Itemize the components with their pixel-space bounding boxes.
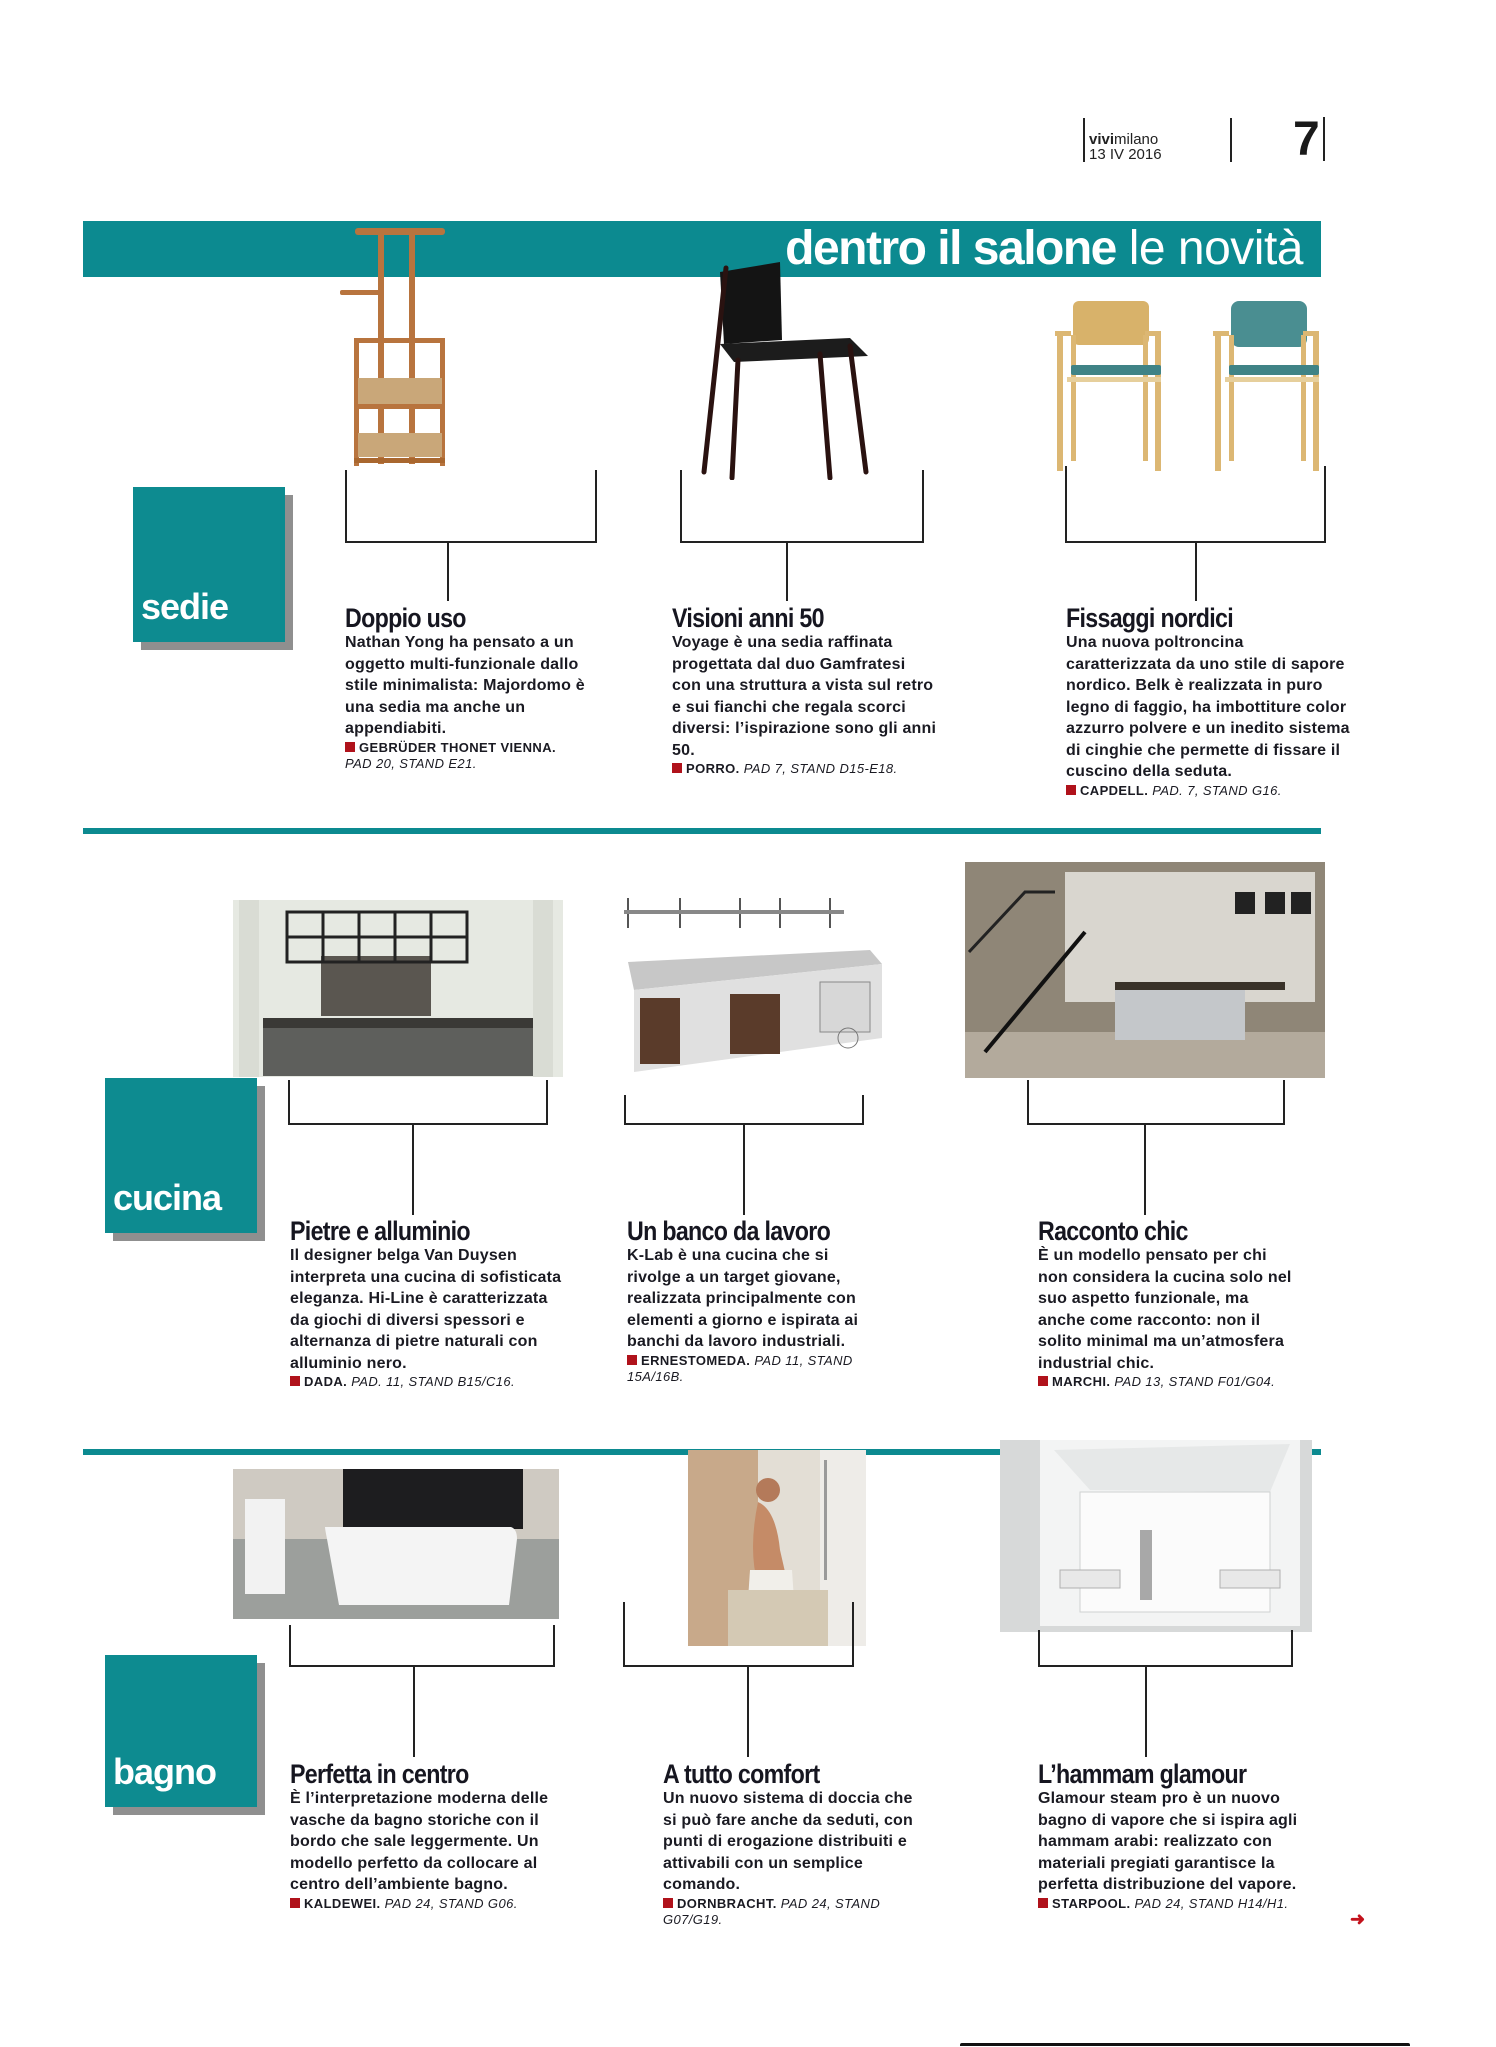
page-number-rule bbox=[1323, 117, 1325, 161]
article-fissaggi-nordici bbox=[1066, 604, 1351, 799]
article-credit bbox=[1038, 1374, 1300, 1390]
product-image-valet-chair bbox=[340, 228, 460, 480]
valet-chair-illustration bbox=[340, 228, 460, 480]
credit-square-icon bbox=[672, 763, 682, 773]
article-body: Una nuova poltroncina caratterizzata da uno stile di sapore nordico. Belk è realizzata in puro legno di faggio, ha imbottiture color azzurro polvere e un inedito sistema di cinghie che permette di fissare il cuscino della seduta. bbox=[1066, 634, 1350, 780]
credit-brand: KALDEWEI. bbox=[304, 1895, 381, 1911]
brand-bold: vivi bbox=[1089, 131, 1115, 148]
article-racconto-chic bbox=[1038, 1217, 1300, 1390]
article-title: Doppio uso bbox=[345, 603, 466, 633]
credit-stand: PAD 24, STAND H14/H1. bbox=[1134, 1895, 1289, 1911]
article-body: Nathan Yong ha pensato a un oggetto multi-funzionale dallo stile minimalista: Majordomo è una sedia ma anche un appendiabiti. bbox=[345, 634, 585, 737]
credit-brand: DORNBRACHT. bbox=[677, 1895, 777, 1911]
article-credit bbox=[672, 761, 937, 777]
article-visioni-anni-50 bbox=[672, 604, 937, 777]
issue-date: 13 IV 2016 bbox=[1089, 146, 1162, 163]
article-perfetta-in-centro bbox=[290, 1760, 580, 1912]
bracket-connector bbox=[1027, 1080, 1285, 1125]
kitchen-industrial-chic-illustration bbox=[965, 862, 1325, 1078]
credit-stand: PAD 13, STAND F01/G04. bbox=[1114, 1374, 1276, 1389]
bracket-connector bbox=[289, 1625, 555, 1667]
credit-square-icon bbox=[1038, 1376, 1048, 1386]
category-box-cucina bbox=[105, 1078, 257, 1233]
article-title: A tutto comfort bbox=[663, 1759, 820, 1789]
article-pietre-e-alluminio bbox=[290, 1217, 570, 1390]
article-title: Fissaggi nordici bbox=[1066, 603, 1234, 633]
article-title: L’hammam glamour bbox=[1038, 1759, 1247, 1789]
bracket-stem bbox=[447, 543, 449, 601]
article-title: Perfetta in centro bbox=[290, 1759, 469, 1789]
credit-stand: PAD 24, STAND G06. bbox=[384, 1895, 518, 1911]
bracket-connector bbox=[288, 1080, 548, 1125]
bracket-stem bbox=[413, 1667, 415, 1757]
article-body: È un modello pensato per chi non considera la cucina solo nel suo aspetto funzionale, ma anche come racconto: non il solito minimal ma un’atmosfera industrial chic. bbox=[1038, 1247, 1292, 1372]
credit-stand: PAD. 11, STAND B15/C16. bbox=[351, 1374, 516, 1389]
credit-brand: MARCHI. bbox=[1052, 1374, 1111, 1389]
article-credit bbox=[627, 1353, 882, 1385]
credit-stand: PAD 24, STAND G07/G19. bbox=[663, 1895, 881, 1927]
bracket-stem bbox=[1145, 1667, 1147, 1757]
product-image-nordic-armchairs bbox=[1015, 295, 1345, 475]
product-image-black-chair bbox=[690, 262, 880, 480]
credit-square-icon bbox=[345, 742, 355, 752]
category-label: cucina bbox=[113, 1177, 222, 1218]
article-doppio-uso bbox=[345, 604, 585, 772]
credit-square-icon bbox=[1038, 1898, 1048, 1908]
title-light: le novità bbox=[1128, 222, 1303, 275]
credit-stand: PAD 20, STAND E21. bbox=[345, 755, 477, 771]
article-credit bbox=[290, 1896, 580, 1912]
article-credit bbox=[345, 740, 585, 772]
article-credit bbox=[663, 1896, 918, 1928]
bracket-stem bbox=[747, 1667, 749, 1757]
nordic-armchairs-illustration bbox=[1015, 295, 1345, 475]
article-credit bbox=[290, 1374, 570, 1390]
article-body: Il designer belga Van Duysen interpreta una cucina di sofisticata eleganza. Hi-Line è caratterizzata da giochi di diversi spessori e alternanza di pietre naturali con alluminio nero. bbox=[290, 1247, 562, 1372]
black-chair-illustration bbox=[690, 262, 880, 480]
product-image-kitchen-k-lab bbox=[620, 898, 890, 1098]
bracket-connector bbox=[1038, 1630, 1293, 1667]
credit-square-icon bbox=[627, 1355, 637, 1365]
article-credit bbox=[1066, 783, 1351, 799]
credit-brand: STARPOOL. bbox=[1052, 1895, 1131, 1911]
credit-brand: CAPDELL. bbox=[1080, 782, 1149, 798]
bracket-connector bbox=[1065, 466, 1326, 543]
article-credit bbox=[1038, 1896, 1306, 1912]
credit-brand: ERNESTOMEDA. bbox=[641, 1352, 751, 1368]
product-image-hammam bbox=[1000, 1440, 1312, 1632]
product-image-bathtub bbox=[233, 1469, 559, 1619]
bracket-connector bbox=[624, 1095, 864, 1125]
bathtub-illustration bbox=[233, 1469, 559, 1619]
article-a-tutto-comfort bbox=[663, 1760, 918, 1928]
section-divider bbox=[83, 828, 1321, 834]
publication-name bbox=[1089, 132, 1162, 147]
credit-square-icon bbox=[290, 1898, 300, 1908]
category-box-sedie bbox=[133, 487, 285, 642]
article-body: Glamour steam pro è un nuovo bagno di vapore che si ispira agli hammam arabi: realizzato con materiali pregiati garantisce la perfetta distribuzione del vapore. bbox=[1038, 1790, 1298, 1893]
bracket-connector bbox=[623, 1602, 854, 1667]
masthead-rule bbox=[1083, 118, 1085, 162]
article-body: È l’interpretazione moderna delle vasche da bagno storiche con il bordo che sale leggermente. Un modello perfetto da collocare al centro dell’ambiente bagno. bbox=[290, 1790, 549, 1893]
arrow-right-icon[interactable]: ➜ bbox=[1350, 1909, 1366, 1929]
bracket-stem bbox=[1195, 543, 1197, 601]
masthead-divider bbox=[1230, 118, 1232, 162]
bracket-connector bbox=[345, 470, 597, 543]
bracket-stem bbox=[1144, 1125, 1146, 1215]
credit-stand: PAD 11, STAND 15A/16B. bbox=[627, 1352, 853, 1384]
article-title: Racconto chic bbox=[1038, 1216, 1188, 1246]
credit-square-icon bbox=[1066, 785, 1076, 795]
article-title: Un banco da lavoro bbox=[627, 1216, 831, 1246]
category-label: sedie bbox=[141, 586, 229, 627]
kitchen-k-lab-illustration bbox=[620, 898, 890, 1098]
article-hammam-glamour bbox=[1038, 1760, 1306, 1912]
article-body: Voyage è una sedia raffinata progettata dal duo Gamfratesi con una struttura a vista sul retro e sui fianchi che regala scorci diversi: l’ispirazione sono gli anni 50. bbox=[672, 634, 937, 759]
credit-stand: PAD. 7, STAND G16. bbox=[1152, 782, 1282, 798]
brand-light: milano bbox=[1114, 131, 1159, 148]
credit-square-icon bbox=[290, 1376, 300, 1386]
bracket-stem bbox=[743, 1125, 745, 1215]
credit-stand: PAD 7, STAND D15-E18. bbox=[743, 761, 898, 776]
bracket-stem bbox=[412, 1125, 414, 1215]
article-body: K-Lab è una cucina che si rivolge a un target giovane, realizzata principalmente con elementi a giorno e ispirata ai banchi da lavoro industriali. bbox=[627, 1247, 859, 1350]
title-bold: dentro il salone bbox=[785, 222, 1116, 275]
masthead-text bbox=[1089, 132, 1162, 162]
product-image-kitchen-industrial-chic bbox=[965, 862, 1325, 1078]
article-body: Un nuovo sistema di doccia che si può fare anche da seduti, con punti di erogazione distribuiti e attivabili con un semplice comando. bbox=[663, 1790, 914, 1893]
article-title: Pietre e alluminio bbox=[290, 1216, 470, 1246]
page-number-text: 7 bbox=[1293, 113, 1320, 166]
credit-square-icon bbox=[663, 1898, 673, 1908]
product-image-kitchen-hi-line bbox=[233, 900, 563, 1077]
kitchen-hi-line-illustration bbox=[233, 900, 563, 1077]
article-title: Visioni anni 50 bbox=[672, 603, 824, 633]
bracket-stem bbox=[786, 543, 788, 601]
category-label: bagno bbox=[113, 1751, 216, 1792]
bottom-rule bbox=[960, 2043, 1410, 2046]
article-un-banco-da-lavoro bbox=[627, 1217, 882, 1385]
hammam-illustration bbox=[1000, 1440, 1312, 1632]
bracket-connector bbox=[680, 470, 924, 543]
category-box-bagno bbox=[105, 1655, 257, 1807]
credit-brand: PORRO. bbox=[686, 761, 740, 776]
page-number bbox=[1293, 113, 1325, 166]
credit-brand: GEBRÜDER THONET VIENNA. bbox=[359, 739, 556, 755]
credit-brand: DADA. bbox=[304, 1374, 348, 1389]
